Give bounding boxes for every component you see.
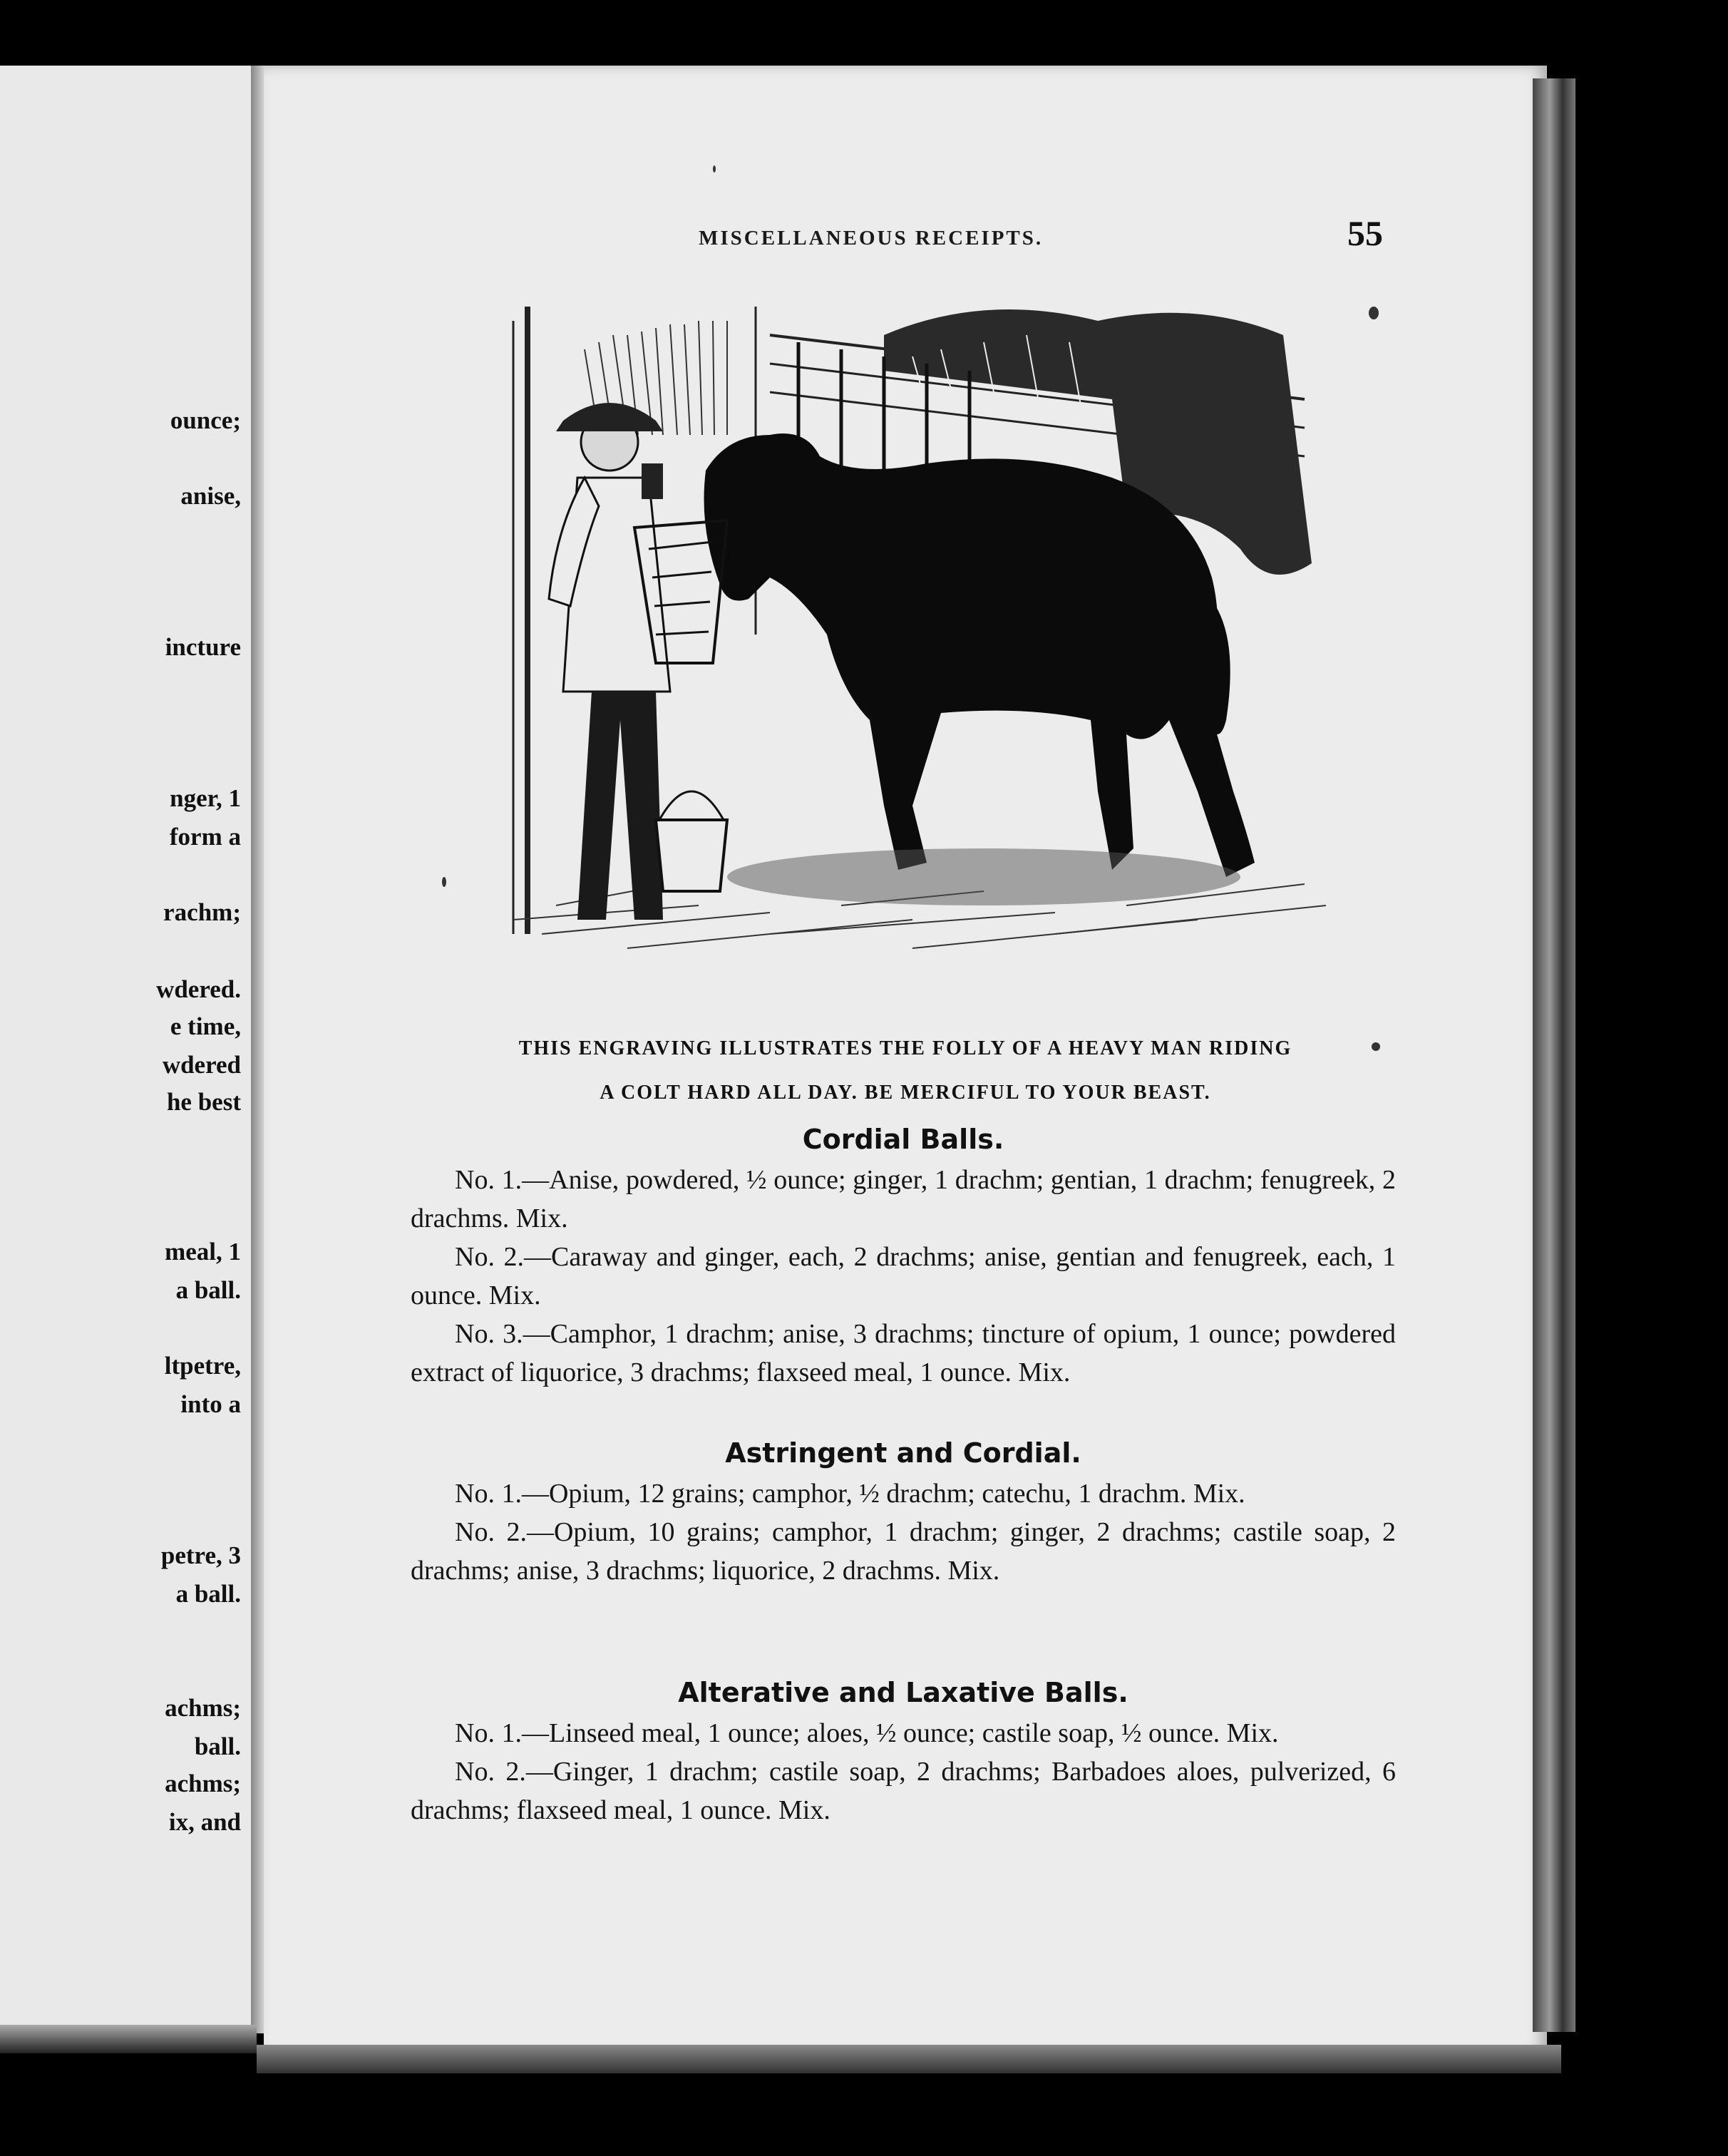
running-head: MISCELLANEOUS RECEIPTS. (699, 227, 1044, 250)
receipt-item: No. 1.—Anise, powdered, ½ ounce; ginger, 1 drachm; gentian, 1 drachm; fenugreek, 2 drachms. Mix. (411, 1165, 1396, 1233)
left-fragment: incture (165, 633, 241, 661)
left-fragment: into a (180, 1390, 241, 1418)
receipt-item: No. 2.—Caraway and ginger, each, 2 drachms; anise, gentian and fenugreek, each, 1 ounce. Mix. (411, 1242, 1396, 1310)
page-number: 55 (1347, 213, 1383, 253)
left-fragment: wdered (162, 1051, 241, 1079)
book-gutter (251, 66, 264, 2033)
receipt-item: No. 2.—Ginger, 1 drachm; castile soap, 2 drachms; Barbadoes aloes, pulverized, 6 drachms; flaxseed meal, 1 ounce. Mix. (411, 1757, 1396, 1825)
left-facing-page (0, 66, 255, 2033)
receipt-item: No. 1.—Opium, 12 grains; camphor, ½ drachm; catechu, 1 drachm. Mix. (455, 1479, 1245, 1509)
receipt-item: No. 1.—Linseed meal, 1 ounce; aloes, ½ ounce; castile soap, ½ ounce. Mix. (455, 1718, 1279, 1748)
left-fragment: wdered. (156, 975, 241, 1003)
left-fragment: nger, 1 (170, 784, 241, 812)
caption-line-1: THIS ENGRAVING ILLUSTRATES THE FOLLY OF A HEAVY MAN RIDING (518, 1037, 1292, 1059)
receipt-item: No. 2.—Opium, 10 grains; camphor, 1 drachm; ginger, 2 drachms; castile soap, 2 drachms; anise, 3 drachms; liquorice, 2 drachms. Mix. (411, 1517, 1396, 1586)
left-fragment: ball. (194, 1732, 241, 1760)
left-fragment: achms; (165, 1770, 241, 1797)
engraving-caption (399, 1027, 1411, 1115)
receipt-item: No. 3.—Camphor, 1 drachm; anise, 3 drachms; tincture of opium, 1 ounce; powdered extract of liquorice, 3 drachms; flaxseed meal, 1 ounce. Mix. (411, 1319, 1396, 1387)
left-fragment: achms; (165, 1694, 241, 1722)
section-heading: Cordial Balls. (802, 1124, 1004, 1155)
page-stack-edge (1533, 78, 1575, 2032)
section-alterative-and-laxative-balls (411, 1677, 1396, 1829)
left-fragment: a ball. (175, 1580, 241, 1608)
page-bottom-edge (257, 2045, 1561, 2073)
left-fragment: ltpetre, (164, 1352, 241, 1380)
left-fragment: ix, and (168, 1808, 241, 1836)
section-astringent-and-cordial (411, 1437, 1396, 1590)
left-fragment: petre, 3 (160, 1541, 241, 1569)
section-heading: Astringent and Cordial. (725, 1437, 1081, 1469)
horse-engraving-illustration (485, 292, 1340, 977)
left-fragment: anise, (180, 482, 241, 510)
left-fragment: meal, 1 (165, 1238, 241, 1266)
left-page-bottom-edge (0, 2025, 257, 2053)
section-cordial-balls (411, 1124, 1396, 1392)
section-heading: Alterative and Laxative Balls. (678, 1677, 1128, 1708)
left-fragment: rachm; (163, 898, 241, 926)
left-fragment: he best (166, 1088, 241, 1116)
caption-line-2: A COLT HARD ALL DAY. BE MERCIFUL TO YOUR BEAST. (600, 1082, 1211, 1104)
left-fragment: a ball. (175, 1276, 241, 1304)
left-fragment: form a (169, 823, 241, 851)
left-fragment: e time, (170, 1012, 241, 1040)
left-fragment: ounce; (170, 406, 241, 434)
